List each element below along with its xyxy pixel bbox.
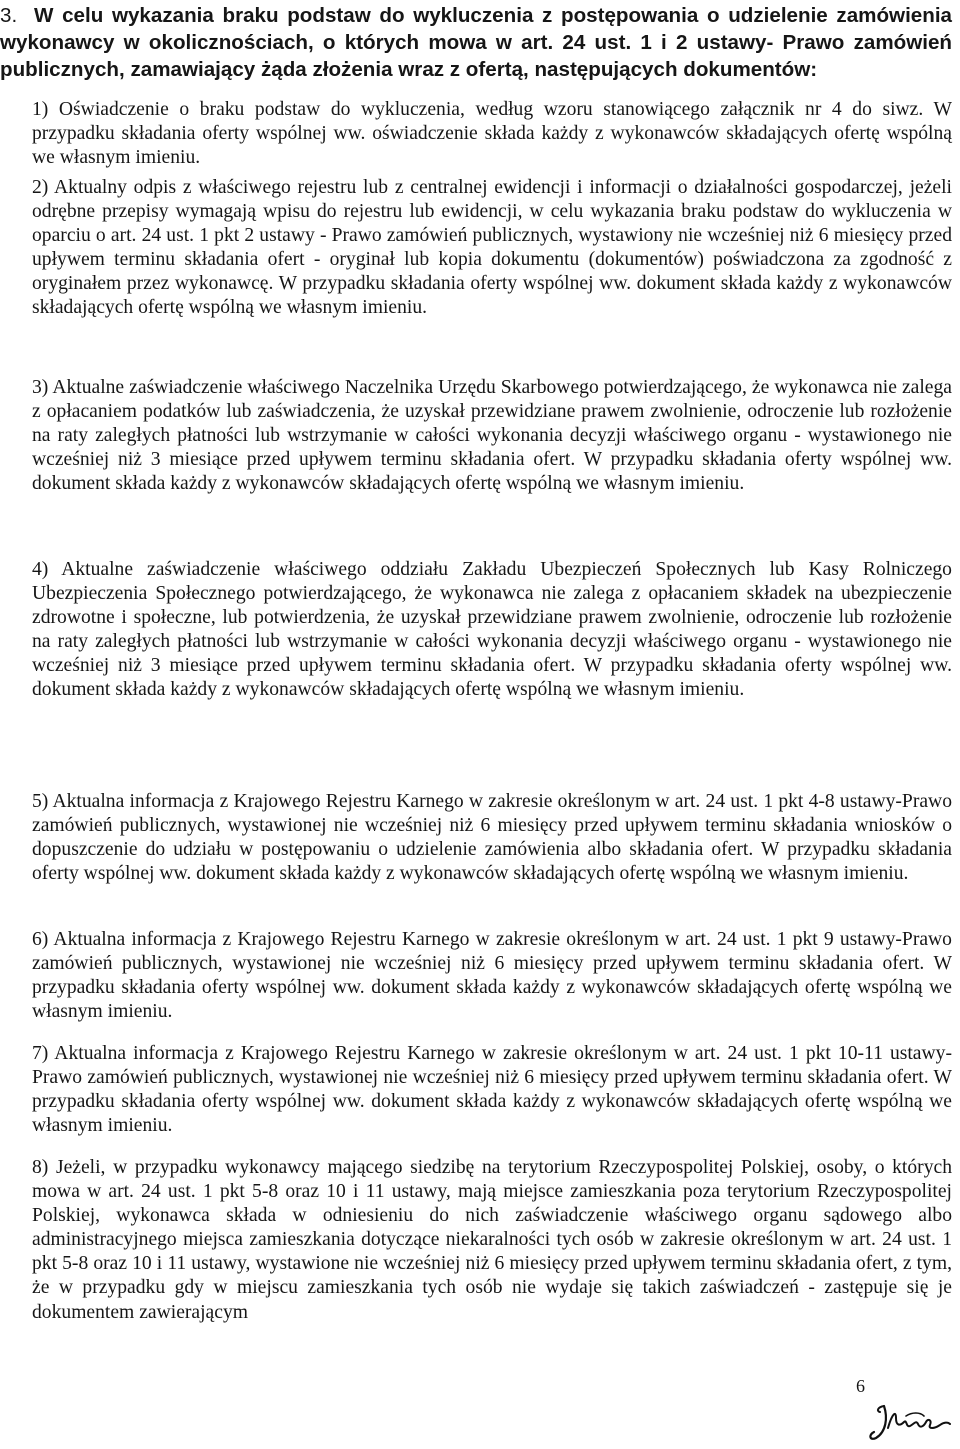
item-text: Aktualny odpis z właściwego rejestru lub z centralnej ewidencji i informacji o działalności gospodarczej, jeżeli odrębne przepisy wymagają wpisu do rejestru lub ewidencji, w celu wykazania braku podstaw do wykluczenia w oparciu o art. 24 ust. 1 pkt 2 ustawy - Prawo zamówień publicznych, wystawiony nie wcześniej niż 6 miesięcy przed upływem terminu składania ofert - oryginał lub kopia dokumentu (dokumentów) poświadczona za zgodność z oryginałem przez wykonawcę. W przypadku składania oferty wspólnej ww. dokument składa każdy z wykonawców składających ofertę wspólną we własnym imieniu.	[32, 177, 952, 319]
list-item-6	[32, 928, 952, 1024]
list-item-1	[32, 98, 952, 170]
item-text: Jeżeli, w przypadku wykonawcy mającego siedzibę na terytorium Rzeczypospolitej Polskiej, osoby, o których mowa w art. 24 ust. 1 pkt 5-8 oraz 10 i 11 ustawy, mają miejsce zamieszkania poza terytorium Rzeczypospolitej Polskiej, wykonawca składa w odniesieniu do nich zaświadczenie właściwego organu sądowego albo administracyjnego miejsca zamieszkania dotyczące niekaralności tych osób w zakresie określonym w art. 24 ust. 1 pkt 5-8 oraz 10 i 11 ustawy, wystawione nie wcześniej niż 6 miesięcy przed upływem terminu składania ofert, z tym, że w przypadku gdy w miejscu zamieszkania tych osób nie wydaje się takich zaświadczeń - zastępuje się je dokumentem zawierającym	[32, 1157, 952, 1323]
list-item-4	[32, 558, 952, 703]
list-item-7	[32, 1042, 952, 1138]
section-heading	[0, 2, 952, 83]
list-item-8	[32, 1156, 952, 1325]
item-number: 6)	[32, 929, 49, 950]
item-text: Aktualne zaświadczenie właściwego Naczelnika Urzędu Skarbowego potwierdzającego, że wykonawca nie zalega z opłacaniem podatków lub zaświadczenia, że uzyskał przewidziane prawem zwolnienie, odroczenie lub rozłożenie na raty zaległych płatności lub wstrzymanie w całości wykonania decyzji właściwego organu - wystawionego nie wcześniej niż 3 miesiące przed upływem terminu składania ofert. W przypadku składania oferty wspólnej ww. dokument składa każdy z wykonawców składających ofertę wspólną we własnym imieniu.	[32, 377, 952, 495]
handwritten-signature	[866, 1398, 952, 1446]
item-text: Oświadczenie o braku podstaw do wykluczenia, według wzoru stanowiącego załącznik nr 4 do siwz. W przypadku składania oferty wspólnej ww. oświadczenie składa każdy z wykonawców składających ofertę wspólną we własnym imieniu.	[32, 99, 952, 169]
item-text: Aktualna informacja z Krajowego Rejestru Karnego w zakresie określonym w art. 24 ust. 1 pkt 9 ustawy-Prawo zamówień publicznych, wystawionej nie wcześniej niż 6 miesięcy przed upływem terminu składania ofert. W przypadku składania oferty wspólnej ww. dokument składa każdy z wykonawców składających ofertę wspólną we własnym imieniu.	[32, 929, 952, 1023]
item-number: 3)	[32, 377, 49, 398]
list-item-2	[32, 176, 952, 321]
item-number: 2)	[32, 177, 49, 198]
page-number: 6	[856, 1376, 865, 1396]
item-text: Aktualna informacja z Krajowego Rejestru Karnego w zakresie określonym w art. 24 ust. 1 pkt 4-8 ustawy-Prawo zamówień publicznych, wystawionej nie wcześniej niż 6 miesięcy przed upływem terminu składania wniosków o dopuszczenie do udziału w postępowaniu o udzielenie zamówienia albo składania ofert. W przypadku składania oferty wspólnej ww. dokument składa każdy z wykonawców składających ofertę wspólną we własnym imieniu.	[32, 791, 952, 885]
item-number: 1)	[32, 99, 49, 120]
item-text: Aktualna informacja z Krajowego Rejestru Karnego w zakresie określonym w art. 24 ust. 1 pkt 10-11 ustawy-Prawo zamówień publicznych, wystawionej nie wcześniej niż 6 miesięcy przed upływem terminu składania ofert. W przypadku składania oferty wspólnej ww. dokument składa każdy z wykonawców składających ofertę wspólną we własnym imieniu.	[32, 1043, 952, 1137]
list-item-5	[32, 790, 952, 886]
section-heading-text: W celu wykazania braku podstaw do wykluczenia z postępowania o udzielenie zamówienia wykonawcy w okolicznościach, o których mowa w art. 24 ust. 1 i 2 ustawy- Prawo zamówień publicznych, zamawiający żąda złożenia wraz z ofertą, następujących dokumentów:	[0, 4, 952, 81]
section-number: 3.	[0, 4, 18, 27]
item-number: 5)	[32, 791, 49, 812]
item-number: 7)	[32, 1043, 49, 1064]
item-text: Aktualne zaświadczenie właściwego oddziału Zakładu Ubezpieczeń Społecznych lub Kasy Rolniczego Ubezpieczenia Społecznego potwierdzającego, że wykonawca nie zalega z opłacaniem składek na ubezpieczenie zdrowotne i społeczne, lub potwierdzenia, że uzyskał przewidziane prawem zwolnienie, odroczenie lub rozłożenie na raty zaległych płatności lub wstrzymanie w całości wykonania decyzji właściwego organu - wystawionego nie wcześniej niż 3 miesiące przed upływem terminu składania ofert. W przypadku składania oferty wspólnej ww. dokument składa każdy z wykonawców składających ofertę wspólną we własnym imieniu.	[32, 559, 952, 701]
item-number: 8)	[32, 1157, 49, 1178]
list-item-3	[32, 376, 952, 496]
item-number: 4)	[32, 559, 49, 580]
